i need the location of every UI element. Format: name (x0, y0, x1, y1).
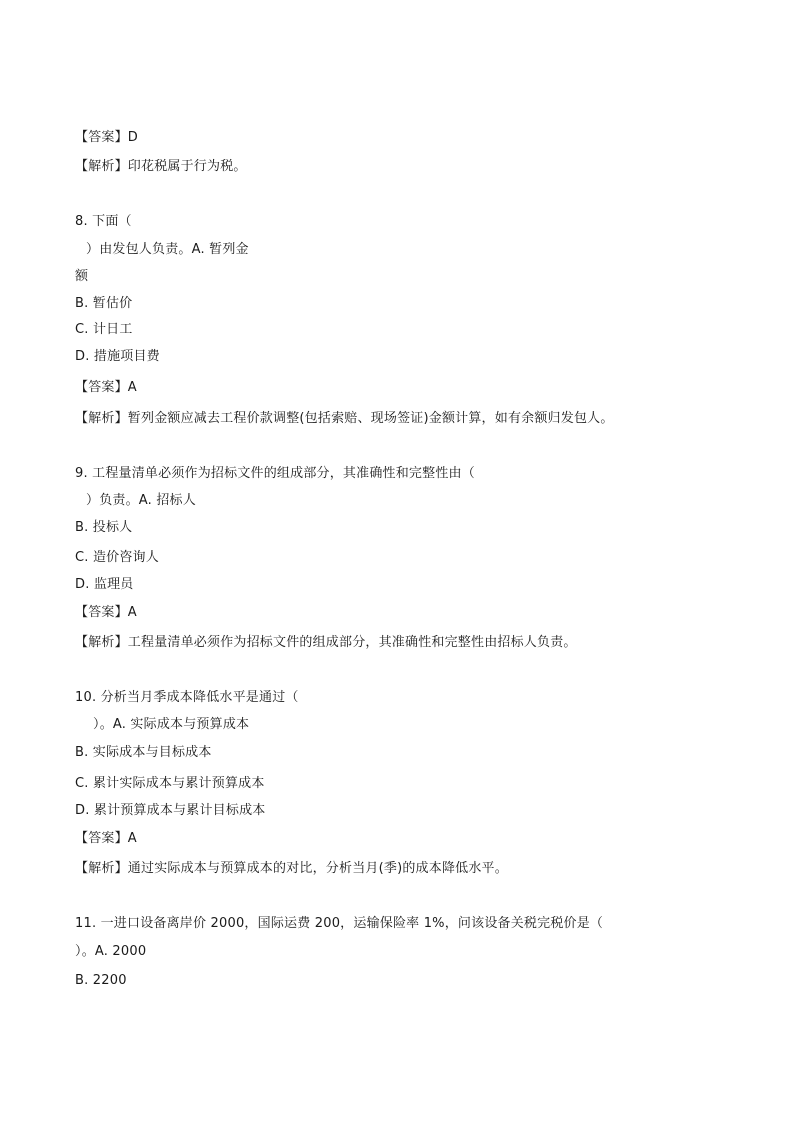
question-10-analysis: 【解析】通过实际成本与预算成本的对比，分析当月(季)的成本降低水平。 (75, 861, 508, 876)
question-10-stem-continued: ）。A. 实际成本与预算成本 (93, 717, 250, 732)
question-8-analysis: 【解析】暂列金额应减去工程价款调整(包括索赔、现场签证)金额计算，如有余额归发包人。 (75, 411, 614, 426)
question-8-option-d: D. 措施项目费 (75, 349, 160, 364)
question-10-option-d: D. 累计预算成本与累计目标成本 (75, 803, 266, 818)
question-8-option-c: C. 计日工 (75, 322, 133, 337)
question-9-option-d: D. 监理员 (75, 577, 134, 592)
question-8-stem: 8. 下面（ (75, 214, 132, 229)
question-9-stem-continued: ）负责。A. 招标人 (86, 493, 196, 508)
question-9-option-c: C. 造价咨询人 (75, 550, 159, 565)
question-8-option-b: B. 暂估价 (75, 296, 133, 311)
question-8-stem-continued: ）由发包人负责。A. 暂列金 (86, 242, 249, 257)
question-11-option-b: B. 2200 (75, 973, 127, 988)
answer-line: 【答案】D (75, 130, 139, 145)
question-10-answer: 【答案】A (75, 831, 137, 846)
question-9-stem: 9. 工程量清单必须作为招标文件的组成部分，其准确性和完整性由（ (75, 466, 475, 481)
question-8-option-a-continued: 额 (75, 269, 89, 284)
question-8-answer: 【答案】A (75, 380, 137, 395)
question-10-option-b: B. 实际成本与目标成本 (75, 745, 212, 760)
question-10-stem: 10. 分析当月季成本降低水平是通过（ (75, 690, 299, 705)
question-9-answer: 【答案】A (75, 605, 137, 620)
analysis-line: 【解析】印花税属于行为税。 (75, 159, 247, 174)
question-11-stem-continued: ）。A. 2000 (75, 944, 147, 959)
question-9-option-b: B. 投标人 (75, 520, 133, 535)
question-10-option-c: C. 累计实际成本与累计预算成本 (75, 776, 265, 791)
question-9-analysis: 【解析】工程量清单必须作为招标文件的组成部分，其准确性和完整性由招标人负责。 (75, 635, 577, 650)
question-11-stem: 11. 一进口设备离岸价 2000，国际运费 200，运输保险率 1%，问该设备关税完税价是（ (75, 916, 604, 931)
